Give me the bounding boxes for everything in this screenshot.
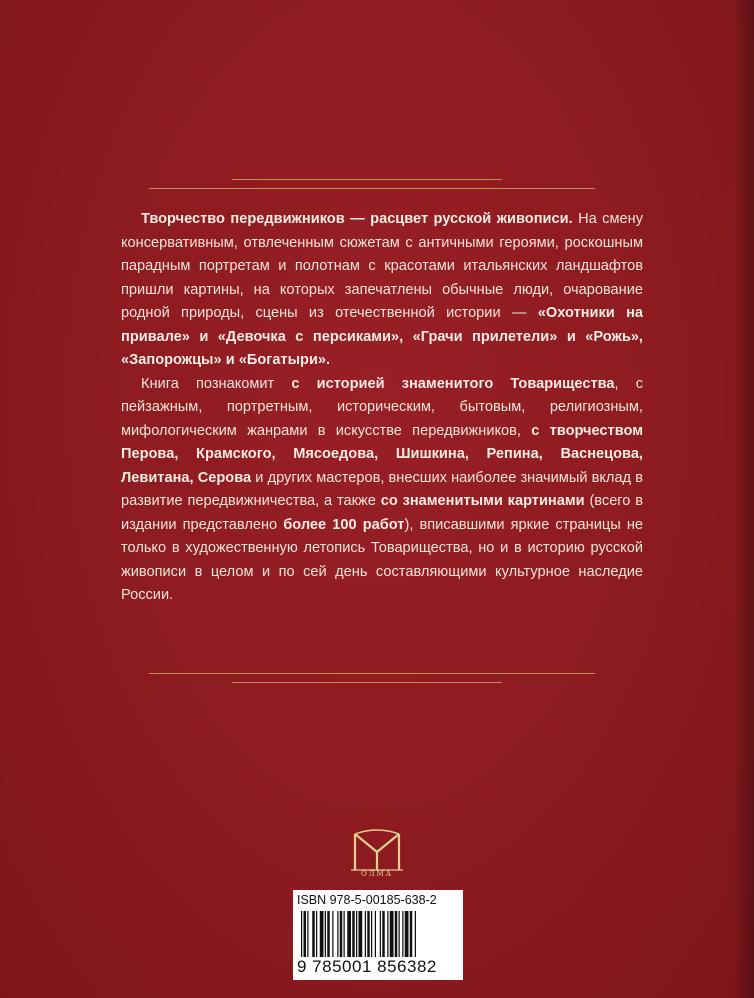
blurb-p2-segment: с творчеством Перова, Крамского, Мясоедова, Шишкина, Репина, Васнецова, Левитана, Серова — [121, 422, 643, 486]
blurb-p2-segment: более 100 работ — [283, 516, 405, 533]
top-ornament-rule-short — [232, 179, 502, 180]
blurb-p1-segment: «Охотники на привале» и «Девочка с персиками», «Грачи прилетели» и «Рожь», «Запорожцы» и «Богатыри». — [121, 305, 644, 368]
publisher-logo-icon — [344, 828, 410, 874]
barcode-bar — [307, 911, 308, 957]
barcode-bar — [347, 911, 351, 957]
bottom-ornament-rule-short — [232, 682, 502, 683]
barcode-bar — [312, 911, 315, 957]
barcode-bar — [340, 911, 343, 957]
barcode-bar — [359, 911, 363, 957]
book-blurb — [121, 208, 643, 608]
barcode-bar — [320, 911, 324, 957]
cover-edge-shadow — [732, 0, 754, 998]
barcode-bar — [325, 911, 326, 957]
isbn-sticker — [293, 890, 463, 980]
barcode-bar — [304, 911, 307, 957]
barcode — [299, 911, 457, 957]
blurb-p2-segment: (всего в издании представлено — [121, 493, 644, 533]
barcode-bar — [316, 911, 317, 957]
barcode-bar — [367, 911, 370, 957]
barcode-bar — [399, 911, 400, 957]
barcode-bar — [356, 911, 357, 957]
isbn-label: ISBN 978-5-00185-638-2 — [297, 893, 437, 907]
barcode-bar — [405, 911, 409, 957]
publisher-name: ОЛМА — [360, 870, 394, 878]
barcode-bar — [365, 911, 366, 957]
barcode-bar — [375, 911, 376, 957]
barcode-bar — [395, 911, 398, 957]
barcode-digits: 9 785001 856382 — [297, 957, 437, 976]
barcode-bar — [332, 911, 333, 957]
blurb-paragraph-2 — [121, 373, 643, 608]
barcode-bar — [382, 911, 385, 957]
bottom-ornament-rule-long — [149, 673, 595, 674]
blurb-p2-segment: с историей знаменитого Товарищества — [291, 375, 615, 392]
barcode-bar — [410, 911, 413, 957]
blurb-p2-segment: и других мастеров, внесших наиболее значимый вклад в развитие передвижничества, а также — [121, 469, 643, 509]
blurb-p2-segment: со знаменитыми картинами — [380, 493, 585, 509]
blurb-p2-segment: Книга познакомит — [141, 375, 292, 392]
barcode-bar — [380, 911, 381, 957]
barcode-bar — [352, 911, 355, 957]
blurb-p1-segment: На смену консервативным, отвлеченным сюжетам с античными героями, роскошным парадным портретам и полотнам с красотами итальянских ландшафтов пришли картины, на которых запечатлены обычные люди, очарование родной природы, сцены из отечественной истории — — [121, 211, 643, 321]
top-ornament-rule-long — [149, 188, 595, 189]
barcode-bar — [301, 911, 302, 957]
barcode-bar — [387, 911, 388, 957]
barcode-bar — [415, 911, 416, 957]
barcode-bar — [371, 911, 372, 957]
barcode-bar — [402, 911, 403, 957]
blurb-paragraph-1 — [121, 208, 643, 373]
barcode-bar — [344, 911, 345, 957]
blurb-p2-segment: , с пейзажным, портретным, историческим, бытовым, религиозным, мифологическим жанрами в искусстве передвижников, — [121, 375, 643, 439]
barcode-bar — [390, 911, 394, 957]
barcode-bar — [327, 911, 330, 957]
blurb-p1-segment: Творчество передвижников — расцвет русской живописи. — [141, 211, 573, 227]
barcode-bar — [337, 911, 338, 957]
blurb-p2-segment: ), вписавшими яркие страницы не только в художественную летопись Товарищества, но и в историю русской живописи в целом и по сей день составляющими культурное наследие России. — [121, 516, 643, 603]
